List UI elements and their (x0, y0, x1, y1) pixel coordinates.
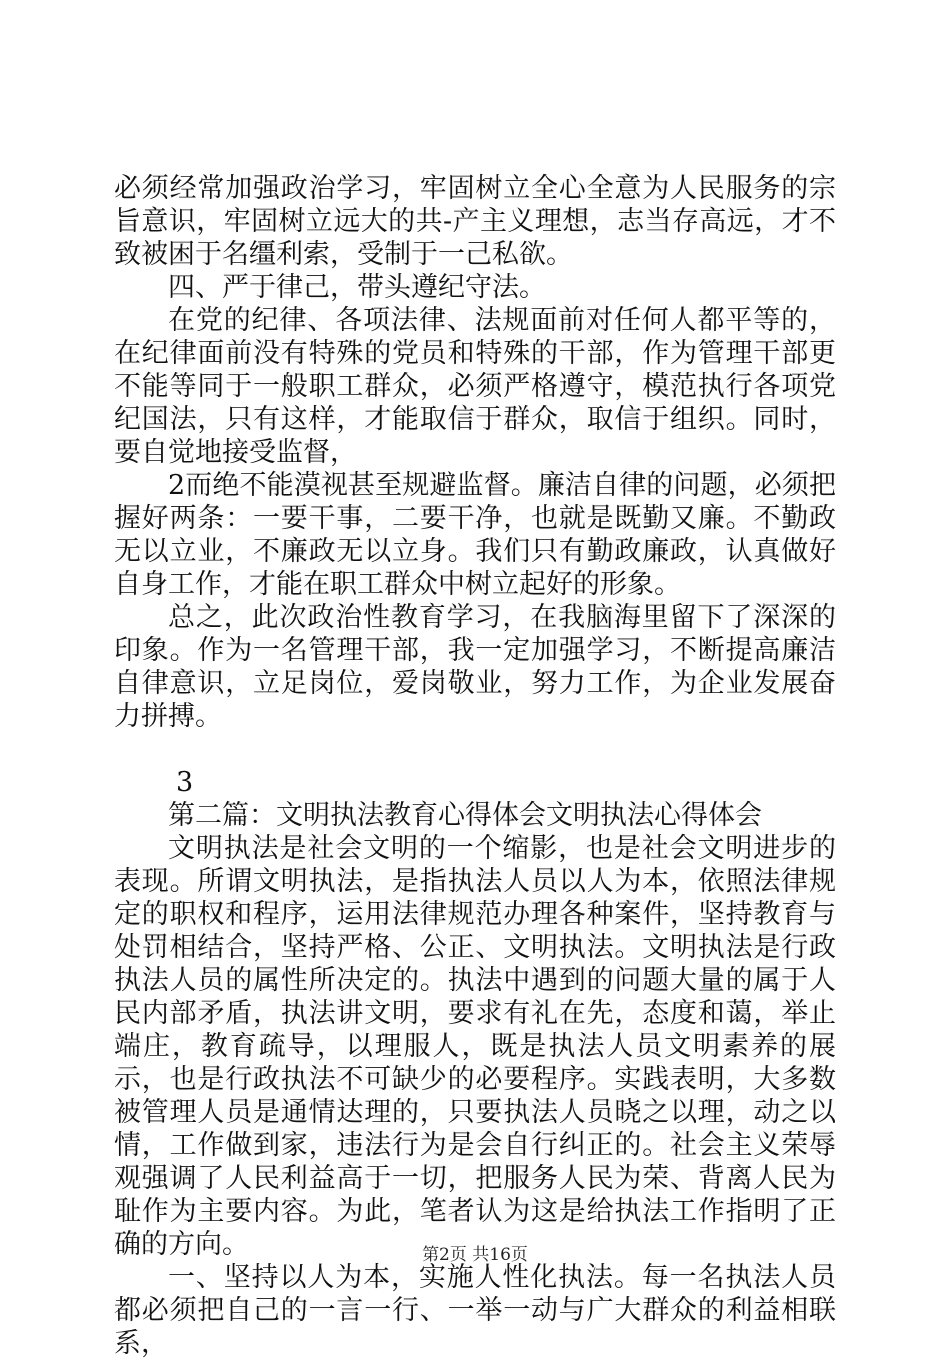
paragraph-5: 总之，此次政治性教育学习，在我脑海里留下了深深的印象。作为一名管理干部，我一定加强学习，不断提高廉洁自律意识，立足岗位，爱岗敬业，努力工作，为企业发展奋力拼搏。 (114, 602, 836, 732)
paragraph-1: 必须经常加强政治学习，牢固树立全心全意为人民服务的宗旨意识，牢固树立远大的共-产主义理想，志当存高远，才不致被困于名缰利索，受制于一己私欲。 (114, 173, 836, 270)
paragraph-2-heading: 四、严于律己，带头遵纪守法。 (168, 272, 546, 303)
paragraph-3: 在党的纪律、各项法律、法规面前对任何人都平等的，在纪律面前没有特殊的党员和特殊的干部，作为管理干部更不能等同于一般职工群众，必须严格遵守，模范执行各项党纪国法，只有这样，才能取信于群众，取信于组织。同时，要自觉地接受监督， (114, 305, 836, 468)
section-heading: 第二篇：文明执法教育心得体会文明执法心得体会 (168, 800, 762, 831)
page-footer: 第2页 共16页 (422, 1245, 528, 1265)
document-body (114, 172, 836, 1360)
paragraph-7: 一、坚持以人为本，实施人性化执法。每一名执法人员都必须把自己的一言一行、一举一动与广大群众的利益相联系， (114, 1262, 836, 1359)
paragraph-4: 2而绝不能漠视甚至规避监督。廉洁自律的问题，必须把握好两条：一要干事，二要干净，也就是既勤又廉。不勤政无以立业，不廉政无以立身。我们只有勤政廉政，认真做好自身工作，才能在职工群众中树立起好的形象。 (114, 470, 836, 600)
inline-page-number: 3 (176, 767, 194, 798)
paragraph-6: 文明执法是社会文明的一个缩影，也是社会文明进步的表现。所谓文明执法，是指执法人员以人为本，依照法律规定的职权和程序，运用法律规范办理各种案件，坚持教育与处罚相结合，坚持严格、公正、文明执法。文明执法是行政执法人员的属性所决定的。执法中遇到的问题大量的属于人民内部矛盾，执法讲文明，要求有礼在先，态度和蔼，举止端庄，教育疏导，以理服人，既是执法人员文明素养的展示，也是行政执法不可缺少的必要程序。实践表明，大多数被管理人员是通情达理的，只要执法人员晓之以理，动之以情，工作做到家，违法行为是会自行纠正的。社会主义荣辱观强调了人民利益高于一切，把服务人民为荣、背离人民为耻作为主要内容。为此，笔者认为这是给执法工作指明了正确的方向。 (114, 833, 836, 1260)
